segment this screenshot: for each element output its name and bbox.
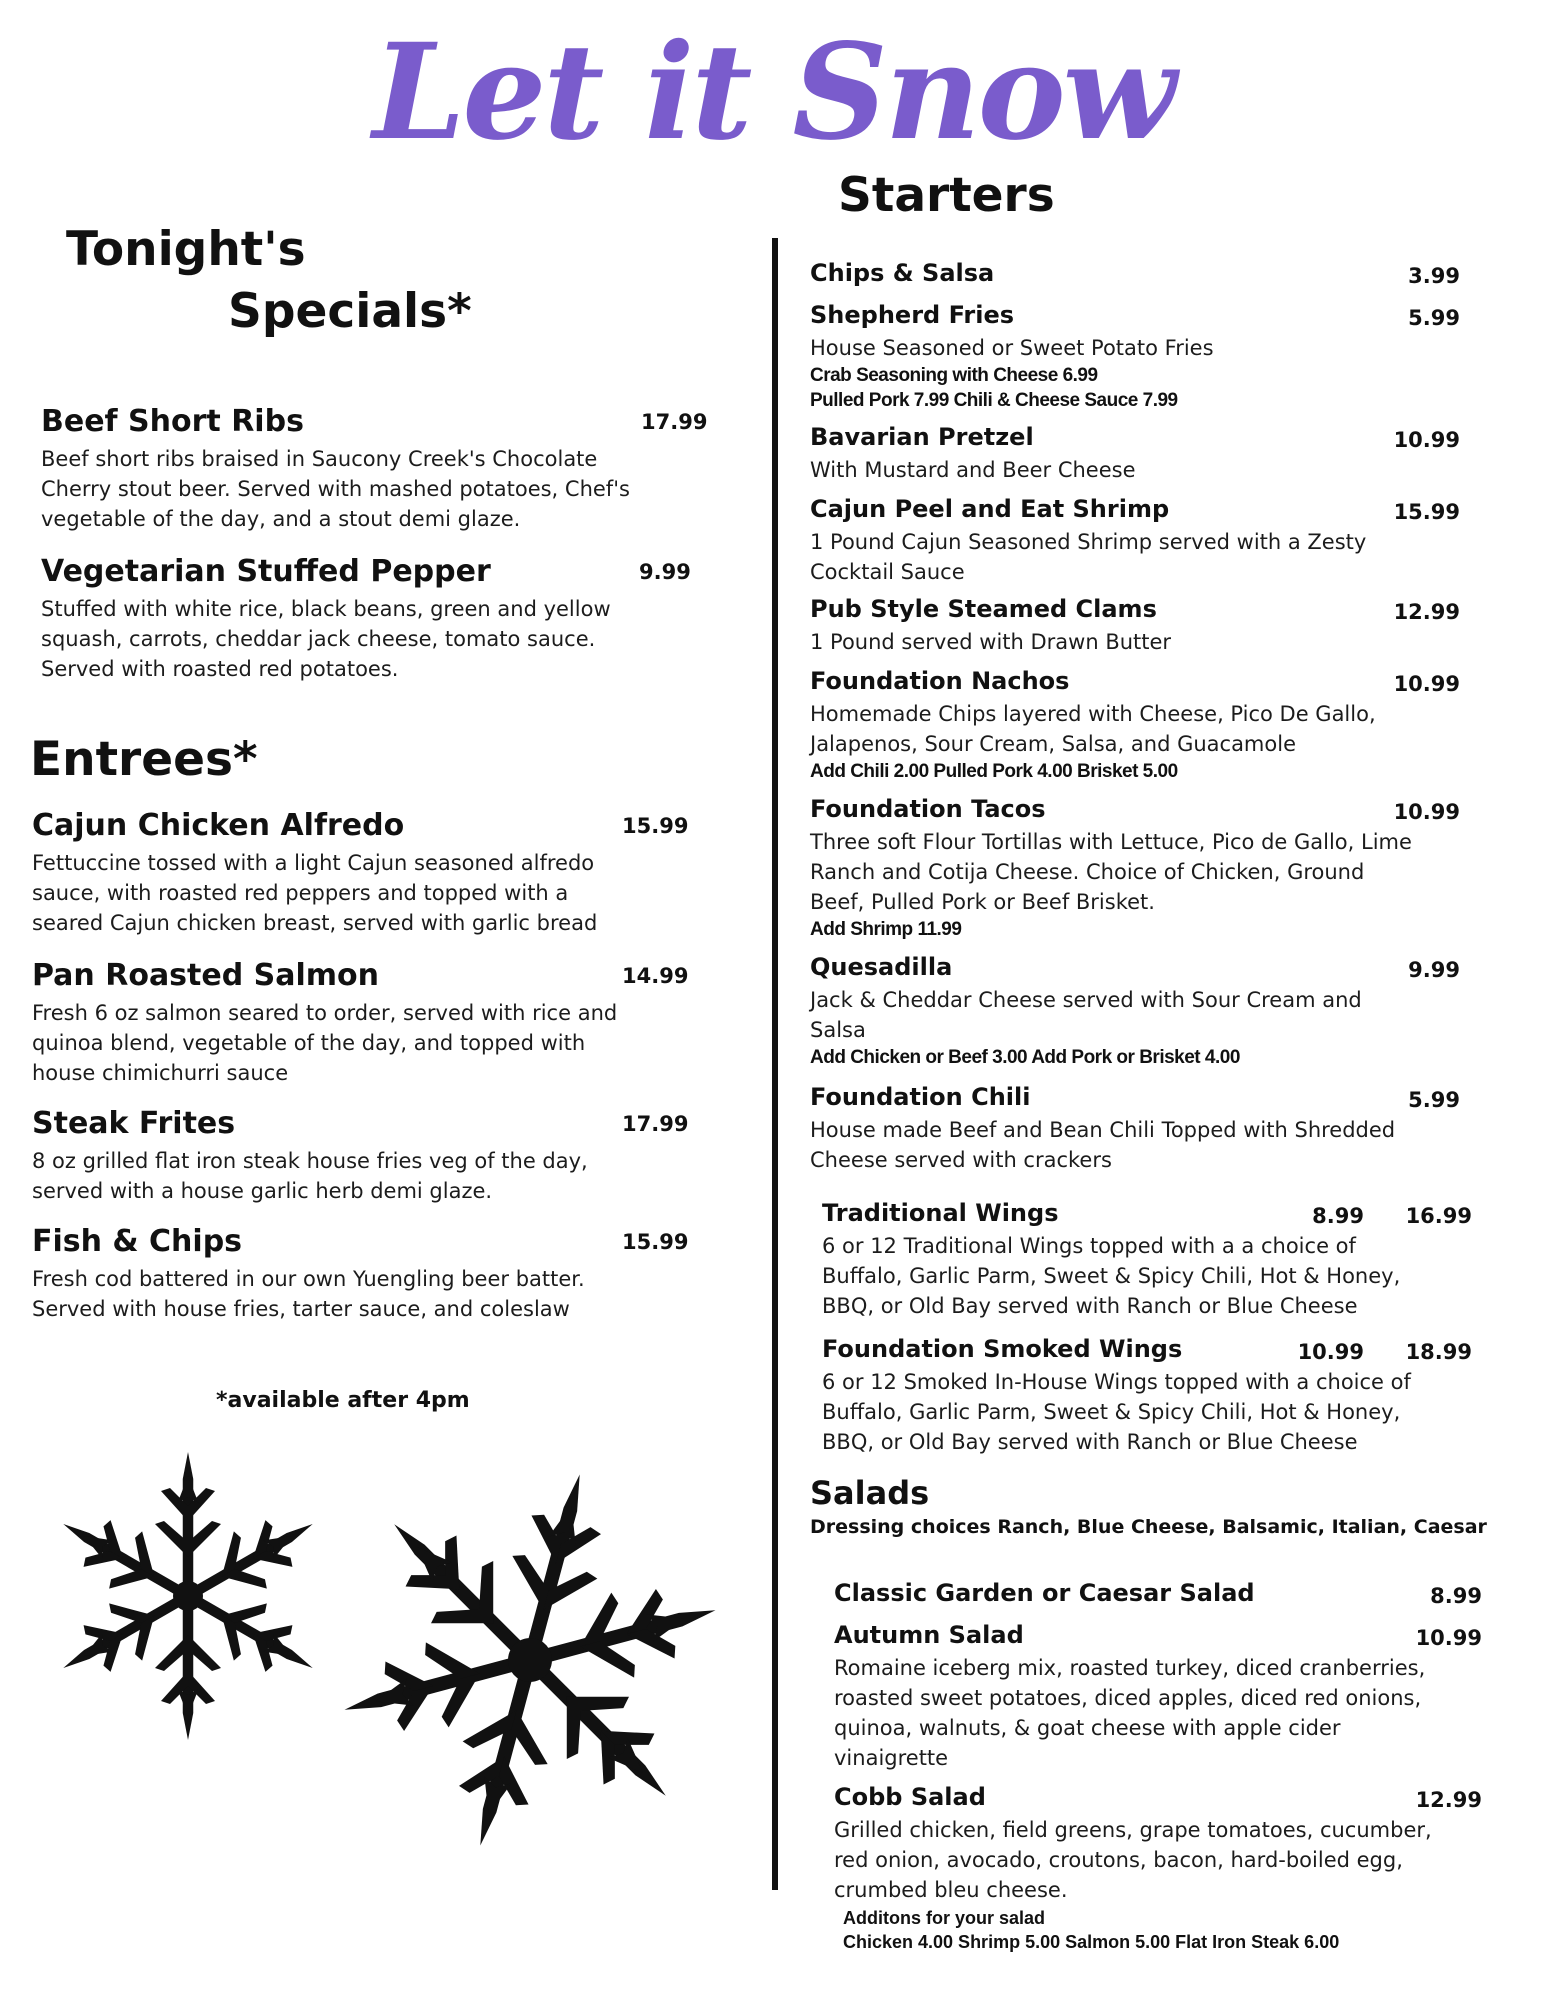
salad-item-autumn (834, 1618, 1482, 1773)
item-price: 9.99 (1408, 958, 1460, 982)
item-name: Traditional Wings (822, 1199, 1059, 1227)
starter-item-shepherd-fries (810, 298, 1460, 413)
item-addon: Crab Seasoning with Cheese 6.99 Pulled Pork 7.99 Chili & Cheese Sauce 7.99 (810, 365, 1178, 411)
item-price: 12.99 (1393, 600, 1460, 624)
item-name: Foundation Chili (810, 1083, 1031, 1111)
starter-item-bavarian-pretzel (810, 420, 1460, 485)
item-price: 15.99 (622, 814, 689, 838)
item-price: 8.99 (1430, 1584, 1482, 1608)
item-addon: Add Chicken or Beef 3.00 Add Pork or Brisket 4.00 (810, 1047, 1240, 1068)
snowflake-icon (38, 1446, 338, 1746)
item-name: Foundation Nachos (810, 667, 1070, 695)
starter-item-foundation-chili (810, 1080, 1460, 1175)
item-name: Cajun Peel and Eat Shrimp (810, 495, 1170, 523)
item-price: 10.99 (1415, 1626, 1482, 1650)
specials-heading-line1: Tonight's (66, 222, 306, 277)
item-addon: Add Shrimp 11.99 (810, 919, 962, 940)
salads-heading: Salads (810, 1474, 930, 1512)
salad-item-cobb (834, 1780, 1482, 1905)
item-price: 3.99 (1408, 264, 1460, 288)
item-price: 9.99 (639, 560, 691, 584)
item-price: 15.99 (622, 1230, 689, 1254)
item-price-small: 10.99 (1297, 1340, 1364, 1364)
salad-additions: Additons for your salad Chicken 4.00 Shrimp 5.00 Salmon 5.00 Flat Iron Steak 6.00 (843, 1908, 1340, 1952)
item-price: 10.99 (1393, 428, 1460, 452)
item-description: House made Beef and Bean Chili Topped with Shredded Cheese served with crackers (810, 1118, 1396, 1172)
wings-item-traditional (822, 1196, 1472, 1321)
item-description: Romaine iceberg mix, roasted turkey, diced cranberries, roasted sweet potatoes, diced apples, diced red onions, quinoa, walnuts, & goat cheese with apple cider vinaigrette (834, 1656, 1426, 1770)
item-price: 5.99 (1408, 1088, 1460, 1112)
item-description: Fresh 6 oz salmon seared to order, served with rice and quinoa blend, vegetable of the day, and topped with house chimichurri sauce (32, 1001, 618, 1085)
item-name: Vegetarian Stuffed Pepper (41, 554, 491, 589)
item-price: 15.99 (1393, 500, 1460, 524)
item-name: Chips & Salsa (810, 259, 995, 287)
starter-item-cajun-peel-and-eat-shrimp (810, 492, 1460, 587)
item-name: Quesadilla (810, 953, 953, 981)
item-description: House Seasoned or Sweet Potato Fries (810, 336, 1214, 360)
item-name: Fish & Chips (32, 1224, 243, 1259)
item-description: With Mustard and Beer Cheese (810, 458, 1136, 482)
entree-item-fish-and-chips (32, 1222, 689, 1324)
item-description: 6 or 12 Traditional Wings topped with a a choice of Buffalo, Garlic Parm, Sweet & Spicy Chili, Hot & Honey, BBQ, or Old Bay served with Ranch or Blue Cheese (822, 1234, 1401, 1318)
item-price: 10.99 (1393, 800, 1460, 824)
item-description: Beef short ribs braised in Saucony Creek's Chocolate Cherry stout beer. Served with mashed potatoes, Chef's vegetable of the day, and a stout demi glaze. (41, 447, 630, 531)
item-price: 17.99 (622, 1112, 689, 1136)
item-price: 14.99 (622, 964, 689, 988)
item-description: Homemade Chips layered with Cheese, Pico De Gallo, Jalapenos, Sour Cream, Salsa, and Guacamole (810, 702, 1376, 756)
item-name: Cajun Chicken Alfredo (32, 808, 405, 843)
column-divider (772, 238, 778, 1890)
entrees-heading: Entrees* (30, 732, 258, 787)
entree-item-steak-frites (32, 1104, 689, 1206)
item-price: 17.99 (641, 410, 708, 434)
item-description: Fresh cod battered in our own Yuengling beer batter. Served with house fries, tarter sauce, and coleslaw (32, 1267, 585, 1321)
starter-item-foundation-nachos (810, 664, 1460, 784)
item-name: Steak Frites (32, 1106, 236, 1141)
item-description: Grilled chicken, field greens, grape tomatoes, cucumber, red onion, avocado, croutons, bacon, hard-boiled egg, crumbed bleu cheese. (834, 1818, 1432, 1902)
availability-note: *available after 4pm (216, 1388, 470, 1413)
item-description: 6 or 12 Smoked In-House Wings topped with a choice of Buffalo, Garlic Parm, Sweet & Spicy Chili, Hot & Honey, BBQ, or Old Bay served with Ranch or Blue Cheese (822, 1370, 1411, 1454)
item-description: 8 oz grilled flat iron steak house fries veg of the day, served with a house garlic herb demi glaze. (32, 1149, 588, 1203)
item-description: Three soft Flour Tortillas with Lettuce, Pico de Gallo, Lime Ranch and Cotija Cheese. Choice of Chicken, Ground Beef, Pulled Pork or Beef Brisket. (810, 830, 1412, 914)
item-price: 5.99 (1408, 306, 1460, 330)
item-description: Fettuccine tossed with a light Cajun seasoned alfredo sauce, with roasted red peppers and topped with a seared Cajun chicken breast, served with garlic bread (32, 851, 598, 935)
item-description: 1 Pound Cajun Seasoned Shrimp served with a Zesty Cocktail Sauce (810, 530, 1367, 584)
item-price: 12.99 (1415, 1788, 1482, 1812)
starters-heading: Starters (838, 168, 1055, 223)
item-name: Cobb Salad (834, 1783, 986, 1811)
menu-title: Let it Snow (372, 15, 1174, 170)
item-price-large: 16.99 (1405, 1204, 1472, 1228)
snowflake-icon (320, 1460, 740, 1860)
item-price: 10.99 (1393, 672, 1460, 696)
starter-item-pub-style-steamed-clams (810, 592, 1460, 657)
starter-item-chips-and-salsa (810, 256, 1460, 290)
item-name: Autumn Salad (834, 1621, 1024, 1649)
item-price-large: 18.99 (1405, 1340, 1472, 1364)
item-name: Pan Roasted Salmon (32, 958, 380, 993)
wings-item-foundation-smoked (822, 1332, 1472, 1457)
item-price-small: 8.99 (1312, 1204, 1364, 1228)
item-name: Foundation Tacos (810, 795, 1046, 823)
item-name: Beef Short Ribs (41, 404, 304, 439)
entree-item-cajun-chicken-alfredo (32, 806, 689, 938)
item-name: Shepherd Fries (810, 301, 1015, 329)
item-name: Foundation Smoked Wings (822, 1335, 1183, 1363)
item-name: Classic Garden or Caesar Salad (834, 1579, 1255, 1607)
special-item-beef-short-ribs (41, 402, 708, 534)
dressing-choices: Dressing choices Ranch, Blue Cheese, Balsamic, Italian, Caesar (810, 1516, 1487, 1538)
special-item-vegetarian-stuffed-pepper (41, 552, 691, 684)
salad-item-classic-garden (834, 1576, 1482, 1610)
item-description: 1 Pound served with Drawn Butter (810, 630, 1172, 654)
item-name: Bavarian Pretzel (810, 423, 1034, 451)
item-description: Stuffed with white rice, black beans, green and yellow squash, carrots, cheddar jack cheese, tomato sauce. Served with roasted red potatoes. (41, 597, 611, 681)
starter-item-foundation-tacos (810, 792, 1460, 942)
entree-item-pan-roasted-salmon (32, 956, 689, 1088)
specials-heading-line2: Specials* (228, 284, 472, 339)
item-addon: Add Chili 2.00 Pulled Pork 4.00 Brisket 5.00 (810, 761, 1178, 782)
item-description: Jack & Cheddar Cheese served with Sour Cream and Salsa (810, 988, 1362, 1042)
item-name: Pub Style Steamed Clams (810, 595, 1157, 623)
starter-item-quesadilla (810, 950, 1460, 1070)
